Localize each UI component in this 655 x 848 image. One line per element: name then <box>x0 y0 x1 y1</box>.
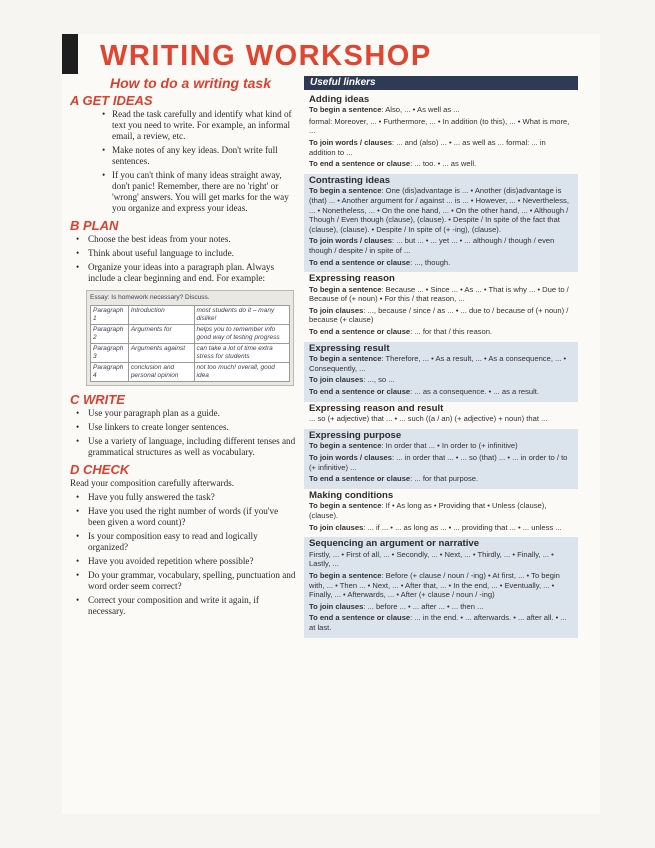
linker-line-label: To join words / clauses <box>309 453 392 462</box>
linker-line-label: To join clauses <box>309 305 364 315</box>
linker-line <box>309 387 573 397</box>
linker-block <box>304 342 578 402</box>
linker-line-label: To join words / clauses <box>309 236 392 246</box>
linker-line <box>309 105 573 115</box>
table-cell: Paragraph 3 <box>91 344 129 363</box>
linker-line-label: To begin a sentence <box>309 354 382 364</box>
linker-block-title: Expressing reason <box>309 273 395 285</box>
linker-line <box>309 117 573 136</box>
linker-line-text: ... so (+ adjective) that ... • ... such ((a / an) (+ adjective) + noun) that ... <box>309 414 548 424</box>
list-item: • Have you avoided repetition where possible? <box>70 556 296 567</box>
linker-block <box>304 537 578 637</box>
linker-line <box>309 523 573 533</box>
linker-line <box>309 414 573 424</box>
linker-line-label: To end a sentence or clause <box>309 474 411 484</box>
page-title: WRITING WORKSHOP <box>100 40 432 72</box>
linker-block <box>304 93 578 174</box>
table-cell: most students do it – many dislike! <box>194 306 289 325</box>
linker-line-label: To begin a sentence <box>309 186 382 196</box>
linker-line-text: : ... if ... • ... as long as ... • ... providing that ... • ... unless ... <box>363 522 562 532</box>
linker-line <box>309 327 573 337</box>
list-item: • Read the task carefully and identify what kind of text you need to write. For example, an informal email, a review, etc. <box>70 109 296 142</box>
list-item: • Use your paragraph plan as a guide. <box>70 408 296 419</box>
list-item: • Use linkers to create longer sentences. <box>70 422 296 433</box>
list-item: • If you can't think of many ideas straight away, don't panic! Remember, there are no 'right' or 'wrong' answers. You will get marks for the way you organize and express your ideas. <box>70 170 296 214</box>
list-item: • Use a variety of language, including different tenses and grammatical structures as well as vocabulary. <box>70 436 296 458</box>
table-cell: Paragraph 2 <box>91 325 129 344</box>
linker-line-text: : Because ... • Since ... • As ... • That is why ... • Due to / Because of (+ noun) • For this / that reason, ... <box>309 284 569 304</box>
linker-line <box>309 550 573 569</box>
linker-block-title: Expressing reason and result <box>309 402 444 414</box>
list-item: • Have you fully answered the task? <box>70 492 296 503</box>
left-column <box>70 75 296 620</box>
linker-line <box>309 441 573 451</box>
section-a-title: A GET IDEAS <box>70 93 153 108</box>
essay-plan-table <box>90 305 290 382</box>
table-row <box>91 325 290 344</box>
linker-block-title: Contrasting ideas <box>309 174 391 186</box>
howto-heading: How to do a writing task <box>110 75 272 91</box>
linker-line <box>309 602 573 612</box>
list-item: • Is your composition easy to read and logically organized? <box>70 531 296 553</box>
table-row <box>91 344 290 363</box>
linker-line <box>309 186 573 234</box>
linker-line-text: : In order that ... • In order to (+ infinitive) <box>381 441 518 451</box>
table-cell: can take a lot of time extra stress for students <box>194 344 289 363</box>
table-cell: Arguments for <box>128 325 194 344</box>
linker-line-label: To end a sentence or clause <box>309 387 411 397</box>
linker-line-text: : Before (+ clause / noun / -ing) • At first, ... • To begin with, ... • Then ... • Next, ... • After that, ... • In the end, ... • Eventually, ... • Finally, ... • Afterwards, ... • After (+ clause / noun / -ing) <box>309 570 560 600</box>
list-item: • Make notes of any key ideas. Don't write full sentences. <box>70 145 296 167</box>
list-item: • Have you used the right number of words (if you've been given a word count)? <box>70 506 296 528</box>
linker-line <box>309 258 573 268</box>
linker-line <box>309 159 573 169</box>
list-item: • Choose the best ideas from your notes. <box>70 234 296 245</box>
linker-line <box>309 354 573 373</box>
linker-line-label: To end a sentence or clause <box>309 327 411 337</box>
table-cell: Introduction <box>128 306 194 325</box>
linker-line-label: To join clauses <box>309 375 364 385</box>
linker-blocks <box>304 93 578 638</box>
linker-line <box>309 285 573 304</box>
table-cell: Paragraph 1 <box>91 306 129 325</box>
list-item: • Think about useful language to include. <box>70 248 296 259</box>
linker-block <box>304 174 578 272</box>
linker-line <box>309 138 573 157</box>
linker-block <box>304 402 578 429</box>
linker-block-title: Adding ideas <box>309 93 370 105</box>
linker-line-text: : ... but ... • ... yet ... • ... although / though / even though / despite / in spite of ... <box>309 236 555 255</box>
useful-linkers-header: Useful linkers <box>304 76 578 90</box>
page-corner-tab <box>62 34 78 74</box>
linker-line-label: To end a sentence or clause <box>309 257 411 267</box>
linker-line-text: : ... for that / this reason. <box>410 327 493 337</box>
linker-block-title: Sequencing an argument or narrative <box>309 538 480 550</box>
linker-line-label: To begin a sentence <box>309 441 382 451</box>
table-cell: Paragraph 4 <box>91 363 129 382</box>
linker-line-label: To join clauses <box>309 601 364 611</box>
linker-block-title: Expressing result <box>309 342 390 354</box>
linker-line <box>309 613 573 632</box>
linker-line-text: formal: Moreover, ... • Furthermore, ... • In addition (to this), ... • What is more, ... <box>309 116 570 136</box>
list-item: • Correct your composition and write it again, if necessary. <box>70 595 296 617</box>
linker-block <box>304 429 578 489</box>
linker-line <box>309 501 573 520</box>
linker-line-text: : One (dis)advantage is ... • Another (dis)advantage is (that) ... • Another argument for / against ... is ... • However, ... • Nevertheless, ... • Nonetheless, ... • On the one hand, ... • On the other hand, ... • Although / Though / Even though (clause), (clause). • Despite / In spite of the fact that (clause), (clause). • Despite / In spite of (+ -ing), (clause). <box>309 186 569 234</box>
linker-line-label: To begin a sentence <box>309 284 382 294</box>
linker-line-label: To end a sentence or clause <box>309 613 411 623</box>
linker-block-title: Making conditions <box>309 489 394 501</box>
section-a-list <box>70 109 296 214</box>
section-d-title: D CHECK <box>70 462 130 477</box>
linker-line-label: To begin a sentence <box>309 105 382 115</box>
linker-line-text: : ... in the end. • ... afterwards. • ... after all. • ... at last. <box>309 613 567 632</box>
list-item: • Do your grammar, vocabulary, spelling, punctuation and word order seem correct? <box>70 570 296 592</box>
linker-line-label: To join words / clauses <box>309 137 392 147</box>
list-item: • Organize your ideas into a paragraph plan. Always include a clear beginning and end. For example: <box>70 262 296 284</box>
linker-line-label: To end a sentence or clause <box>309 159 411 169</box>
table-cell: Arguments against <box>128 344 194 363</box>
linker-line-text: : ... before ... • ... after ... • ... then ... <box>363 601 484 611</box>
section-c-title: C WRITE <box>70 392 125 407</box>
linker-line <box>309 236 573 255</box>
linker-line-text: Firstly, ... • First of all, ... • Secondly, ... • Next, ... • Thirdly, ... • Finally, ... • Lastly, ... <box>309 549 554 569</box>
linker-line-text: : ..., so ... <box>363 375 395 385</box>
table-cell: helps you to remember info good way of testing progress <box>194 325 289 344</box>
linker-line <box>309 453 573 472</box>
linker-block <box>304 272 578 342</box>
linker-line-text: : If • As long as • Providing that • Unless (clause), (clause). <box>309 501 547 520</box>
section-d-intro: Read your composition carefully afterwards. <box>70 478 235 488</box>
linker-line-text: : Also, ... • As well as ... <box>381 105 460 115</box>
section-d-list <box>70 492 296 617</box>
linker-line-text: : ..., because / since / as ... • ... due to / because of (+ noun) / because (+ clause) <box>309 305 569 325</box>
linker-block <box>304 489 578 537</box>
section-b-title: B PLAN <box>70 218 119 233</box>
table-cell: not too much! overall, good idea <box>194 363 289 382</box>
linker-line-text: : ... too. • ... as well. <box>410 159 477 169</box>
linker-line <box>309 571 573 600</box>
table-row <box>91 306 290 325</box>
linker-line <box>309 474 573 484</box>
linker-line-label: To join clauses <box>309 522 364 532</box>
table-row <box>91 363 290 382</box>
section-c-list <box>70 408 296 458</box>
essay-plan-header: Essay: Is homework necessary? Discuss. <box>90 294 210 301</box>
linker-line-text: : ... in order that ... • ... so (that) ... • ... in order to / to (+ infinitive) ... <box>309 453 568 472</box>
essay-plan-example <box>86 290 294 386</box>
section-b-list <box>70 234 296 284</box>
linker-line <box>309 306 573 325</box>
linker-line-text: : ... for that purpose. <box>410 474 479 484</box>
linker-line <box>309 375 573 385</box>
linker-line-text: : Therefore, ... • As a result, ... • As a consequence, ... • Consequently, ... <box>309 354 567 373</box>
table-cell: conclusion and personal opinion <box>128 363 194 382</box>
linker-block-title: Expressing purpose <box>309 429 402 441</box>
linker-line-label: To begin a sentence <box>309 501 382 511</box>
linker-line-text: : ..., though. <box>410 257 451 267</box>
linker-line-label: To begin a sentence <box>309 570 382 580</box>
useful-linkers-panel <box>304 76 578 638</box>
linker-line-text: : ... and (also) ... • ... as well as ... formal: ... in addition to ... <box>309 137 546 157</box>
linker-line-text: : ... as a consequence. • ... as a result. <box>410 387 540 397</box>
